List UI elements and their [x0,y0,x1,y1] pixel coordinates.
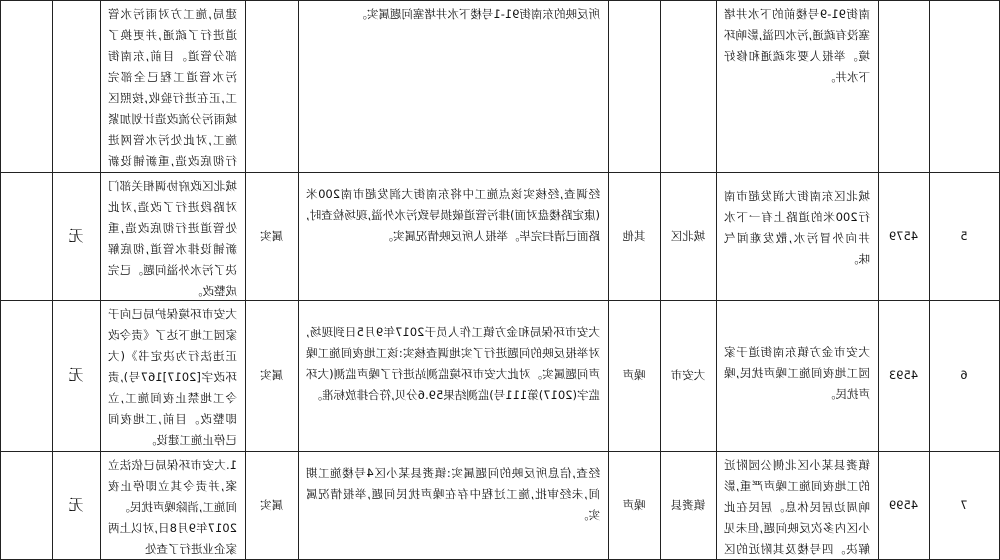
table-row-3-accountability: 无 [68,495,84,514]
table-row-0-complaint: 南街91-9号楼前的下水井堵塞没有疏通,污水四溢,影响环境。举报人要求疏通和修好下水井。 [724,7,870,84]
table-row-2-accountability: 无 [68,366,84,384]
col-divider [0,0,1,560]
table-row-1-id: 4579 [888,228,919,243]
table-row-3-district: 镇赉县 [670,497,706,512]
table-row-0-finding: 所反映的东南街91-1号楼下水井堵塞问题属实。 [355,7,600,21]
table-row-1-accountability: 无 [68,226,84,245]
table-row-2-num: 6 [960,368,968,382]
table-row-2-complaint: 大安市金方镇东南街道于家园工地夜间施工噪声扰民,噪声扰民。 [724,345,870,401]
table-row-3-status: 属实 [260,497,283,512]
table-row-3-complaint: 镇赉县某小区北侧公园附近的工地夜间施工噪声严重,影响周边居民休息。居民在此小区内多次反映问题,但未见解决。四号楼及其附近的区 [724,458,870,556]
table-row-1-measures: 城北区政府协调相关部门对路段进行了改造,对此处管道进行彻底改造,重新铺设排水管道,彻底解决了污水外溢问题。已完成整改。 [108,179,237,298]
table-row-2-district: 大安市 [670,368,706,382]
table-row-3-id: 4599 [888,497,919,512]
table-row-3-type: 噪声 [622,497,646,512]
table-row-2-finding: 大安市环保局和金方镇工作人员于2017年9月5日到现场,对举报反映的问题进行了实地调查核实:该工地夜间施工噪声问题属实。对此大安市环境监测站进行了噪声监测(大环监字(2017)第111号)监测结果59.6分贝,符合排放标准。 [306,325,600,402]
table-row-1-complaint: 城北区东南街大润发超市南行200米的道路上有一下水井向外冒污水,散发难闻气味。 [724,189,870,266]
table-row-1-status: 属实 [260,228,283,243]
table-row-3-finding: 经查,信息所反映的问题属实:镇赉县某小区4号楼施工期间,未经审批,施工过程中存在噪声扰民问题,举报情况属实。 [306,466,600,522]
table-row-1-type: 其他 [622,228,646,243]
table-row-1-finding: 经调查,经核实该点施工中将东南街大润发超市南200米(康定路楼盘对面)排污管道破损导致污水外溢,现场检查时,路面已清扫完毕。举报人所反映情况属实。 [306,187,600,243]
table-row-2-id: 4593 [888,368,919,382]
table-row-2-status: 属实 [260,368,283,382]
table-row-3-measures: 1.大安市环保局已依法立案,并责令其立即停止夜间施工,消除噪声扰民。 2017年9月8日,对以上两家企业进行了查处 [108,458,237,556]
table-row-2-measures: 大安市环境保护局已向于家园工地下达了《责令改正违法行为决定书》(大环改字[2017]167号),责令工地禁止夜间施工,立即整改。目前,工地夜间已停止施工建设。 [108,307,237,447]
table-row-3-num: 7 [960,497,968,512]
table-row-0-measures: 建局,施工方对雨污水管道进行了疏通,并更换了部分管道。目前,东南街污水管道工程已全部完工,正在进行验收,按照区域雨污分流改造计划加紧施工,对此处污水管网进行彻底改造,重新铺设新 [108,7,237,168]
table-row-1-district: 城北区 [670,228,706,243]
table-row-1-num: 5 [960,228,968,243]
table-row-2-type: 噪声 [622,368,646,382]
